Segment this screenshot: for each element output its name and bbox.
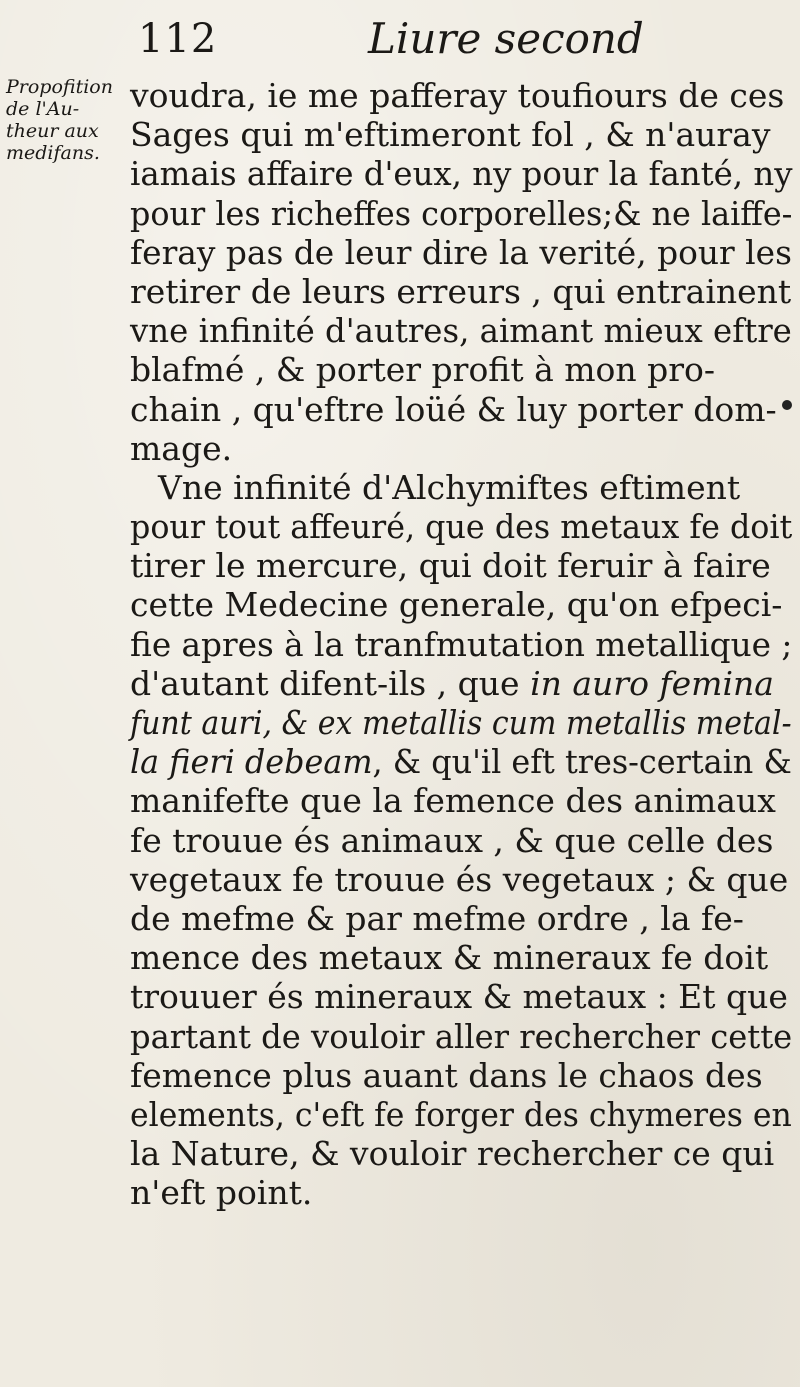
text-line: feray pas de leur dire la verité, pour les bbox=[130, 232, 792, 272]
text-line: elements, c'eft fe forger des chymeres en bbox=[130, 1094, 792, 1134]
margin-note bbox=[6, 76, 126, 164]
margin-note-line: medifans. bbox=[6, 142, 100, 164]
text-line: de mefme & par mefme ordre , la fe- bbox=[130, 898, 744, 938]
text-line: trouuer és mineraux & metaux : Et que bbox=[130, 977, 788, 1017]
text-line: pour les richeffes corporelles;& ne laiffe- bbox=[130, 193, 793, 233]
body-text bbox=[130, 76, 795, 1212]
text-line: partant de vouloir aller rechercher cette bbox=[130, 1016, 793, 1056]
text-segment: , & qu'il eft tres-certain & bbox=[372, 742, 792, 782]
text-line: n'eft point. bbox=[130, 1173, 313, 1213]
text-line: femence plus auant dans le chaos des bbox=[130, 1055, 763, 1095]
text-line: voudra, ie me pafferay toufiours de ces bbox=[130, 76, 785, 115]
text-line-italic: funt auri, & ex metallis cum metallis metal- bbox=[130, 703, 792, 742]
text-line: iamais affaire d'eux, ny pour la fanté, ny bbox=[130, 154, 793, 194]
text-line-mixed bbox=[130, 664, 795, 703]
text-line: mage. bbox=[130, 428, 233, 468]
margin-note-line: theur aux bbox=[6, 120, 99, 142]
text-line: manifefte que la femence des animaux bbox=[130, 781, 776, 821]
text-line: vne infinité d'autres, aimant mieux eftre bbox=[130, 311, 792, 351]
text-line-mixed bbox=[130, 742, 792, 782]
margin-note-line: de l'Au- bbox=[6, 98, 80, 120]
margin-note-line: Propofition bbox=[6, 76, 113, 98]
page-number: 112 bbox=[138, 16, 218, 62]
italic-segment: in auro femina bbox=[530, 663, 774, 703]
text-line: fie apres à la tranfmutation metallique ; bbox=[130, 624, 793, 664]
text-line: tirer le mercure, qui doit feruir à faire bbox=[130, 546, 771, 586]
text-line: mence des metaux & mineraux fe doit bbox=[130, 938, 769, 978]
text-line: Vne infinité d'Alchymiftes eftiment bbox=[158, 467, 741, 507]
ink-spot bbox=[782, 400, 792, 410]
text-segment: d'autant difent-ils , que bbox=[130, 663, 520, 703]
text-line: Sages qui m'eftimeront fol , & n'auray bbox=[130, 115, 771, 155]
running-head: Liure second bbox=[368, 14, 644, 63]
italic-segment: la fieri debeam bbox=[130, 742, 373, 782]
page-header bbox=[0, 10, 800, 70]
text-line: retirer de leurs erreurs , qui entrainent bbox=[130, 271, 792, 311]
text-line: cette Medecine generale, qu'on efpeci- bbox=[130, 585, 783, 625]
text-line: chain , qu'eftre loüé & luy porter dom- bbox=[130, 389, 777, 429]
text-line: blafmé , & porter profit à mon pro- bbox=[130, 350, 716, 390]
text-line: vegetaux fe trouue és vegetaux ; & que bbox=[130, 859, 789, 899]
text-line: pour tout affeuré, que des metaux fe doit bbox=[130, 507, 793, 547]
text-line: la Nature, & vouloir rechercher ce qui bbox=[130, 1134, 775, 1174]
text-line: fe trouue és animaux , & que celle des bbox=[130, 820, 774, 860]
